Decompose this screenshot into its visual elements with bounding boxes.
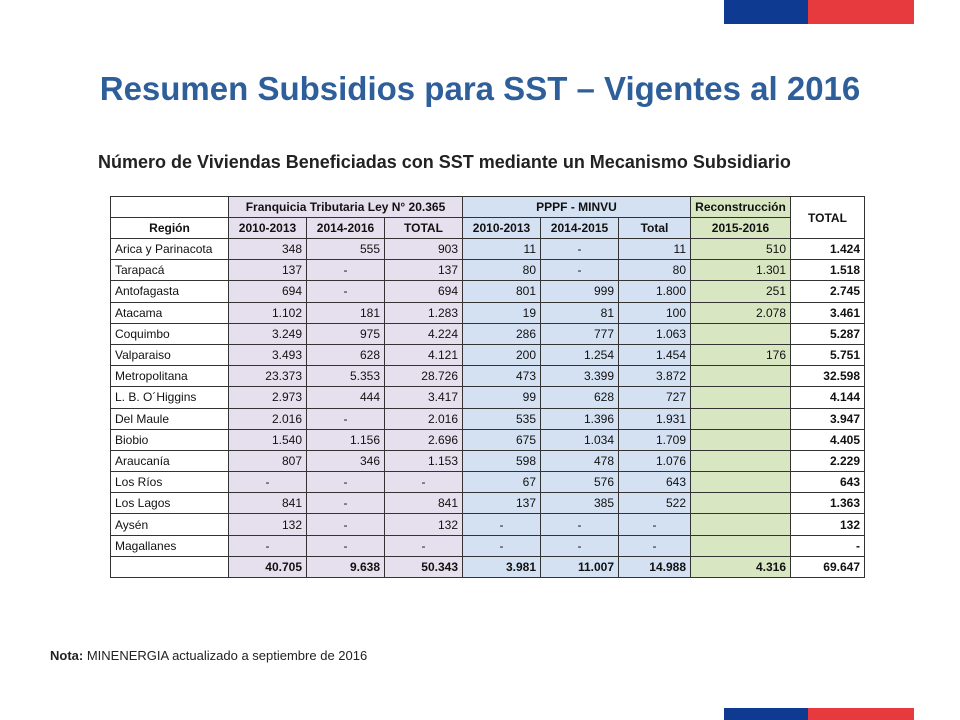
value-cell: 132 [385,514,463,535]
value-cell: 510 [691,239,791,260]
value-cell: 694 [229,281,307,302]
value-cell: 28.726 [385,366,463,387]
footnote-text: MINENERGIA actualizado a septiembre de 2016 [83,648,368,663]
total-cell: 32.598 [791,366,865,387]
region-cell [111,556,229,577]
value-cell: 2.078 [691,302,791,323]
value-cell: - [229,535,307,556]
value-cell: 903 [385,239,463,260]
header-pppf-2010: 2010-2013 [463,218,541,239]
region-cell: Los Ríos [111,472,229,493]
value-cell: - [307,493,385,514]
table-row [111,323,865,344]
total-cell: 4.144 [791,387,865,408]
value-cell: - [307,281,385,302]
value-cell: 522 [619,493,691,514]
value-cell: - [619,514,691,535]
value-cell: 19 [463,302,541,323]
region-cell: Valparaiso [111,344,229,365]
region-cell: Biobio [111,429,229,450]
table-row [111,387,865,408]
value-cell: 694 [385,281,463,302]
value-cell: 841 [229,493,307,514]
value-cell: 807 [229,450,307,471]
value-cell: 1.931 [619,408,691,429]
value-cell [691,535,791,556]
value-cell [691,493,791,514]
value-cell: 841 [385,493,463,514]
value-cell: 801 [463,281,541,302]
table-row [111,450,865,471]
value-cell: 1.396 [541,408,619,429]
total-cell: 3.947 [791,408,865,429]
region-cell: Araucanía [111,450,229,471]
total-cell: - [791,535,865,556]
value-cell: 628 [307,344,385,365]
value-cell: 11 [463,239,541,260]
flag-stripe-top [724,0,914,24]
value-cell: - [541,260,619,281]
value-cell: 628 [541,387,619,408]
header-pppf-2014: 2014-2015 [541,218,619,239]
flag-red-block [808,0,914,24]
flag-red-block-bottom [808,708,914,720]
value-cell: - [463,514,541,535]
value-cell: - [385,472,463,493]
group-header-row [111,197,865,218]
value-cell: 727 [619,387,691,408]
table-row [111,408,865,429]
subsidy-table [110,196,865,578]
value-cell: 3.872 [619,366,691,387]
value-cell: 137 [229,260,307,281]
total-cell: 2.229 [791,450,865,471]
flag-stripe-bottom [724,708,914,720]
table-row [111,239,865,260]
value-cell: 478 [541,450,619,471]
value-cell: 100 [619,302,691,323]
total-cell: 5.751 [791,344,865,365]
value-cell: 80 [463,260,541,281]
value-cell [691,366,791,387]
value-cell: 9.638 [307,556,385,577]
region-cell: Del Maule [111,408,229,429]
value-cell: 3.249 [229,323,307,344]
value-cell: 286 [463,323,541,344]
region-cell: Coquimbo [111,323,229,344]
header-recon-2015: 2015-2016 [691,218,791,239]
value-cell: 137 [385,260,463,281]
total-cell: 132 [791,514,865,535]
value-cell: 11 [619,239,691,260]
value-cell: 535 [463,408,541,429]
page-title: Resumen Subsidios para SST – Vigentes al 2016 [99,70,861,107]
table-row [111,493,865,514]
value-cell: 473 [463,366,541,387]
footnote-label: Nota: [50,648,84,663]
flag-blue-block-bottom [724,708,808,720]
value-cell: - [307,472,385,493]
value-cell: 1.254 [541,344,619,365]
value-cell: - [307,260,385,281]
table-row [111,344,865,365]
region-cell: Aysén [111,514,229,535]
value-cell: 999 [541,281,619,302]
value-cell: - [541,514,619,535]
region-cell: Arica y Parinacota [111,239,229,260]
value-cell: 555 [307,239,385,260]
value-cell: 3.981 [463,556,541,577]
value-cell: 675 [463,429,541,450]
header-franq-2010: 2010-2013 [229,218,307,239]
header-franquicia: Franquicia Tributaria Ley N° 20.365 [229,197,463,218]
value-cell: 200 [463,344,541,365]
region-cell: Atacama [111,302,229,323]
value-cell: 132 [229,514,307,535]
header-franq-total: TOTAL [385,218,463,239]
value-cell: - [229,472,307,493]
total-cell: 1.518 [791,260,865,281]
total-cell: 4.405 [791,429,865,450]
value-cell [691,429,791,450]
value-cell: 576 [541,472,619,493]
value-cell: 444 [307,387,385,408]
total-cell: 1.424 [791,239,865,260]
header-region: Región [111,218,229,239]
total-cell: 69.647 [791,556,865,577]
value-cell: 40.705 [229,556,307,577]
table-row [111,366,865,387]
value-cell: 1.800 [619,281,691,302]
value-cell: 2.696 [385,429,463,450]
region-cell: Antofagasta [111,281,229,302]
value-cell: 3.399 [541,366,619,387]
value-cell: 251 [691,281,791,302]
header-total: TOTAL [791,197,865,239]
value-cell: 4.316 [691,556,791,577]
flag-blue-block [724,0,808,24]
table-row [111,514,865,535]
value-cell: 4.121 [385,344,463,365]
value-cell: - [307,408,385,429]
table-row [111,535,865,556]
value-cell: 80 [619,260,691,281]
value-cell: 137 [463,493,541,514]
value-cell [691,323,791,344]
value-cell: 2.016 [385,408,463,429]
value-cell: - [541,239,619,260]
footnote [50,648,367,663]
value-cell: 348 [229,239,307,260]
value-cell [691,450,791,471]
value-cell: 23.373 [229,366,307,387]
table-row [111,260,865,281]
value-cell: 11.007 [541,556,619,577]
value-cell: 3.493 [229,344,307,365]
value-cell [691,408,791,429]
value-cell: 99 [463,387,541,408]
value-cell: 2.016 [229,408,307,429]
value-cell: 1.063 [619,323,691,344]
value-cell: 1.301 [691,260,791,281]
value-cell: 1.540 [229,429,307,450]
value-cell: 1.076 [619,450,691,471]
value-cell: 4.224 [385,323,463,344]
value-cell: 81 [541,302,619,323]
value-cell: 1.156 [307,429,385,450]
value-cell: 3.417 [385,387,463,408]
value-cell: 14.988 [619,556,691,577]
value-cell: 2.973 [229,387,307,408]
value-cell: 346 [307,450,385,471]
value-cell [691,472,791,493]
value-cell: - [307,535,385,556]
total-cell: 3.461 [791,302,865,323]
region-cell: L. B. O´Higgins [111,387,229,408]
value-cell: 50.343 [385,556,463,577]
total-cell: 2.745 [791,281,865,302]
value-cell: 385 [541,493,619,514]
header-pppf-total: Total [619,218,691,239]
header-reconstruccion: Reconstrucción [691,197,791,218]
value-cell: - [619,535,691,556]
region-cell: Magallanes [111,535,229,556]
value-cell: 1.153 [385,450,463,471]
value-cell: 598 [463,450,541,471]
value-cell: 643 [619,472,691,493]
table-row [111,302,865,323]
region-cell: Metropolitana [111,366,229,387]
region-cell: Los Lagos [111,493,229,514]
table-row [111,429,865,450]
value-cell: - [541,535,619,556]
total-cell: 5.287 [791,323,865,344]
value-cell: - [463,535,541,556]
totals-row [111,556,865,577]
value-cell: 777 [541,323,619,344]
value-cell [691,514,791,535]
header-franq-2014: 2014-2016 [307,218,385,239]
total-cell: 643 [791,472,865,493]
table-row [111,281,865,302]
value-cell: 975 [307,323,385,344]
value-cell: - [307,514,385,535]
value-cell: 67 [463,472,541,493]
region-cell: Tarapacá [111,260,229,281]
value-cell: 1.283 [385,302,463,323]
table-body [111,239,865,578]
value-cell: 1.454 [619,344,691,365]
value-cell [691,387,791,408]
total-cell: 1.363 [791,493,865,514]
header-blank [111,197,229,218]
value-cell: 5.353 [307,366,385,387]
table-row [111,472,865,493]
value-cell: 1.102 [229,302,307,323]
table-subtitle: Número de Viviendas Beneficiadas con SST mediante un Mecanismo Subsidiario [98,152,791,172]
value-cell: 1.709 [619,429,691,450]
value-cell: 181 [307,302,385,323]
value-cell: - [385,535,463,556]
sub-header-row [111,218,865,239]
value-cell: 176 [691,344,791,365]
value-cell: 1.034 [541,429,619,450]
header-pppf: PPPF - MINVU [463,197,691,218]
